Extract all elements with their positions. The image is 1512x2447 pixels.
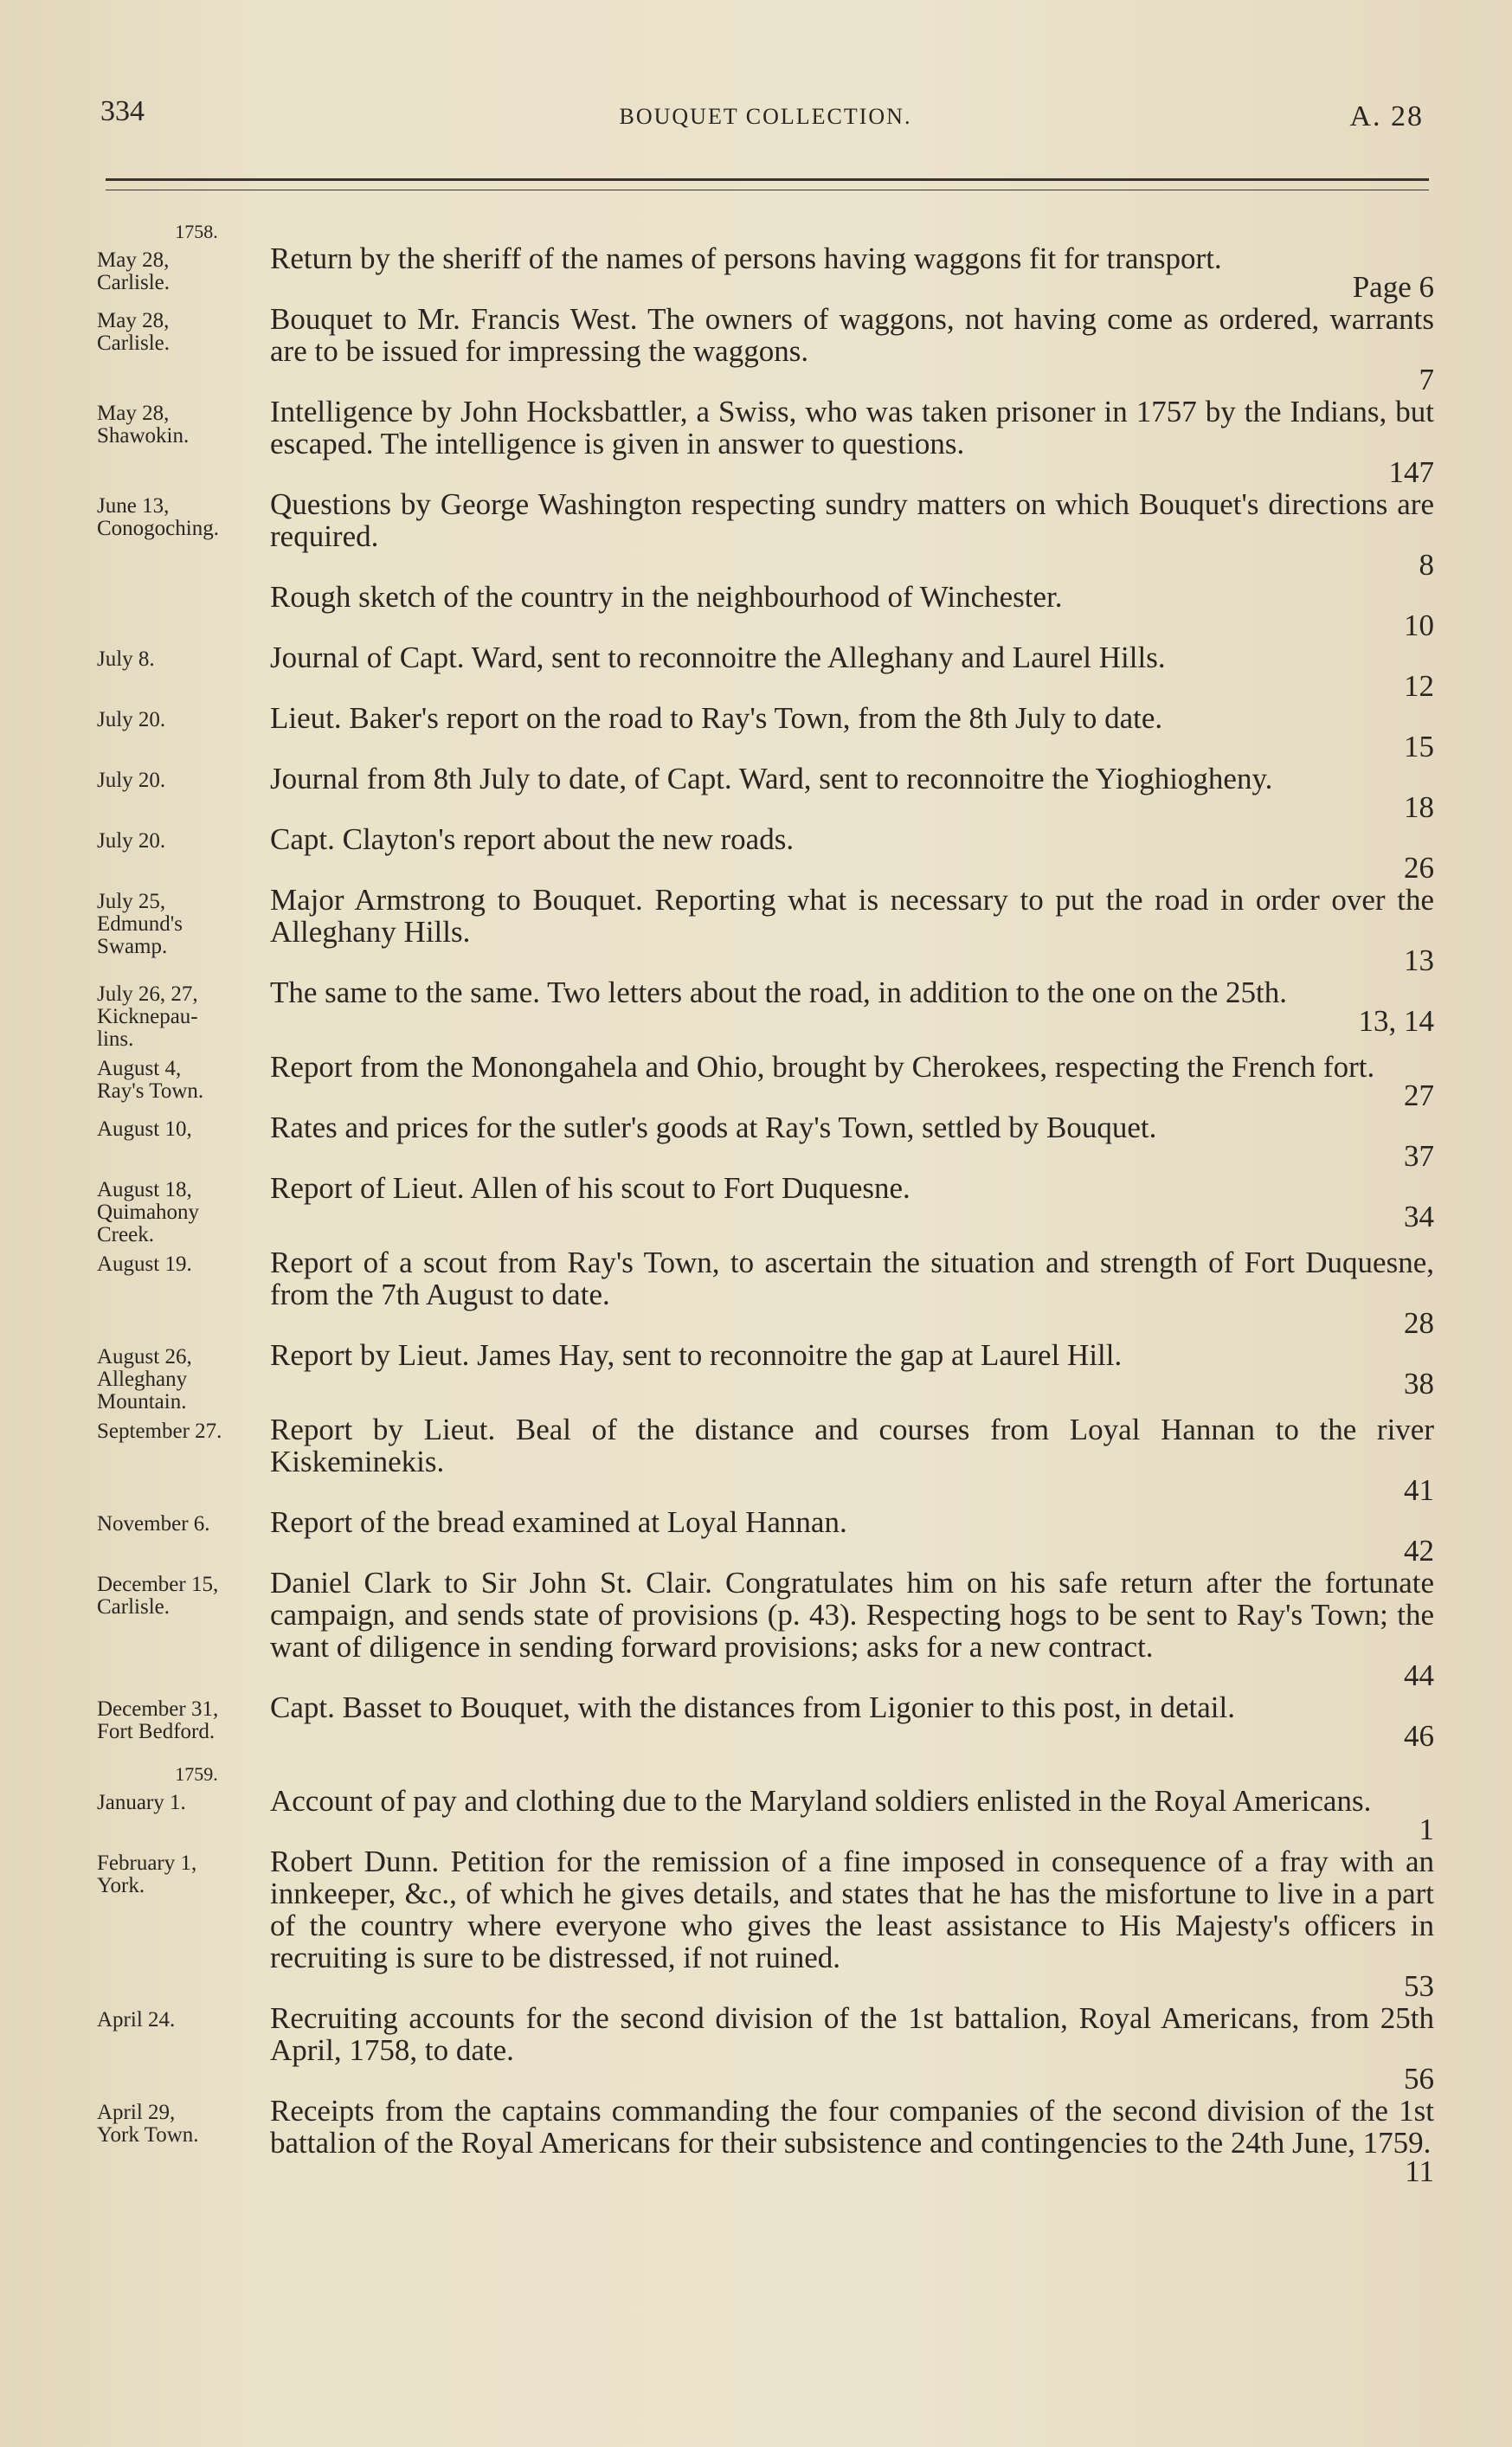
entry-body bbox=[270, 976, 1434, 1037]
calendar-entry bbox=[97, 641, 1434, 702]
calendar-entry bbox=[97, 581, 1434, 641]
calendar-entry bbox=[97, 2002, 1434, 2095]
entry-description: Intelligence by John Hocksbattler, a Swiss, who was taken prisoner in 1757 by the Indians, but escaped. The intelligence is given in answer to questions. bbox=[270, 395, 1434, 460]
entry-page-reference: 13 bbox=[1404, 943, 1434, 977]
entry-date: July 20. bbox=[97, 708, 166, 731]
entry-date: July 20. bbox=[97, 829, 166, 853]
entry-body bbox=[270, 2002, 1434, 2095]
entry-description: Robert Dunn. Petition for the remission of a fine imposed in consequence of a fray with an innkeeper, &c., of which he gives details, and states that he has the misfortune to live in a part of the country where everyone who gives the least assistance to His Majesty's officers in recruiting is sure to be distressed, if not ruined. bbox=[270, 1845, 1434, 1974]
calendar-entry bbox=[97, 488, 1434, 581]
calendar-entry bbox=[97, 823, 1434, 884]
entry-description: Questions by George Washington respecting sundry matters on which Bouquet's directions are required. bbox=[270, 487, 1434, 553]
entry-body bbox=[270, 763, 1434, 823]
entry-description: Capt. Clayton's report about the new roads. bbox=[270, 822, 795, 856]
entry-description: Report by Lieut. Beal of the distance and courses from Loyal Hannan to the river Kiskeminekis. bbox=[270, 1413, 1434, 1478]
entry-body bbox=[270, 242, 1434, 303]
entry-description: Receipts from the captains commanding the four companies of the second division of the 1st battalion of the Royal Americans for their subsistence and contingencies to the 24th June, 1759. bbox=[270, 2094, 1434, 2160]
entry-description: Report by Lieut. James Hay, sent to reconnoitre the gap at Laurel Hill. bbox=[270, 1338, 1123, 1372]
entry-description: Lieut. Baker's report on the road to Ray's Town, from the 8th July to date. bbox=[270, 701, 1163, 735]
entry-page-reference: 38 bbox=[1404, 1367, 1434, 1401]
entry-date: May 28, Carlisle. bbox=[97, 248, 171, 294]
calendar-entry bbox=[97, 1785, 1434, 1845]
header-rule bbox=[106, 178, 1429, 190]
calendar-entry bbox=[97, 1339, 1434, 1413]
entry-date: July 26, 27, Kicknepau- lins. bbox=[97, 982, 198, 1051]
entry-page-reference: 10 bbox=[1404, 609, 1434, 642]
entry-page-reference: Page 6 bbox=[1352, 270, 1434, 304]
entry-body bbox=[270, 1845, 1434, 2002]
entry-date: August 26, Alleghany Mountain. bbox=[97, 1345, 192, 1413]
entry-body bbox=[270, 303, 1434, 396]
entry-body bbox=[270, 884, 1434, 976]
entry-body bbox=[270, 823, 1434, 884]
entry-date: November 6. bbox=[97, 1512, 210, 1536]
entry-page-reference: 44 bbox=[1404, 1658, 1434, 1692]
entry-date: June 13, Conogoching. bbox=[97, 494, 219, 540]
entry-description: Major Armstrong to Bouquet. Reporting what is necessary to put the road in order over the Alleghany Hills. bbox=[270, 883, 1434, 949]
entry-description: Report from the Monongahela and Ohio, brought by Cherokees, respecting the French fort. bbox=[270, 1050, 1375, 1084]
entry-page-reference: 1 bbox=[1419, 1813, 1434, 1846]
calendar-entry bbox=[97, 1567, 1434, 1691]
entry-date: December 15, Carlisle. bbox=[97, 1573, 219, 1619]
entry-description: Report of a scout from Ray's Town, to ascertain the situation and strength of Fort Duquesne, from the 7th August to date. bbox=[270, 1246, 1434, 1311]
entry-date: July 20. bbox=[97, 769, 166, 792]
entry-page-reference: 8 bbox=[1419, 548, 1434, 582]
entry-description: Rates and prices for the sutler's goods at Ray's Town, settled by Bouquet. bbox=[270, 1111, 1157, 1144]
entry-body bbox=[270, 1691, 1434, 1752]
entries-1759 bbox=[97, 1785, 1434, 2187]
calendar-entry bbox=[97, 1413, 1434, 1506]
entry-body bbox=[270, 1111, 1434, 1172]
calendar-entry bbox=[97, 396, 1434, 488]
year-heading: 1758. bbox=[175, 221, 218, 242]
entry-page-reference: 28 bbox=[1404, 1306, 1434, 1340]
entry-page-reference: 42 bbox=[1404, 1534, 1434, 1568]
entry-date: August 10, bbox=[97, 1117, 192, 1141]
entry-date: May 28, Carlisle. bbox=[97, 309, 171, 355]
entry-description: Account of pay and clothing due to the Maryland soldiers enlisted in the Royal Americans. bbox=[270, 1784, 1372, 1818]
page-header bbox=[97, 95, 1434, 147]
entry-date: August 18, Quimahony Creek. bbox=[97, 1178, 200, 1246]
calendar-entry bbox=[97, 1691, 1434, 1752]
entry-description: Bouquet to Mr. Francis West. The owners of waggons, not having come as ordered, warrants are to be issued for impressing the waggons. bbox=[270, 302, 1434, 368]
entry-page-reference: 7 bbox=[1419, 363, 1434, 396]
entry-description: Journal from 8th July to date, of Capt. Ward, sent to reconnoitre the Yioghiogheny. bbox=[270, 762, 1273, 795]
entry-body bbox=[270, 1172, 1434, 1233]
entry-description: Recruiting accounts for the second division of the 1st battalion, Royal Americans, from 25th April, 1758, to date. bbox=[270, 2001, 1434, 2067]
entry-page-reference: 53 bbox=[1404, 1969, 1434, 2003]
entry-body bbox=[270, 1051, 1434, 1111]
running-title: BOUQUET COLLECTION. bbox=[619, 104, 912, 129]
entry-description: The same to the same. Two letters about the road, in addition to the one on the 25th. bbox=[270, 976, 1287, 1009]
entry-body bbox=[270, 1339, 1434, 1400]
entry-date: July 25, Edmund's Swamp. bbox=[97, 890, 183, 958]
entry-body bbox=[270, 581, 1434, 641]
entry-page-reference: 27 bbox=[1404, 1079, 1434, 1112]
collection-reference: A. 28 bbox=[1349, 100, 1424, 132]
entry-date: January 1. bbox=[97, 1791, 186, 1814]
entry-body bbox=[270, 488, 1434, 581]
calendar-entry bbox=[97, 1172, 1434, 1246]
calendar-entry bbox=[97, 1845, 1434, 2002]
entry-date: August 19. bbox=[97, 1252, 192, 1276]
entry-body bbox=[270, 1413, 1434, 1506]
entry-body bbox=[270, 1567, 1434, 1691]
entry-date: February 1, York. bbox=[97, 1851, 197, 1897]
entry-body bbox=[270, 1246, 1434, 1339]
entry-date: July 8. bbox=[97, 647, 155, 671]
calendar-entry bbox=[97, 303, 1434, 396]
entry-date: December 31, Fort Bedford. bbox=[97, 1697, 219, 1743]
entry-date bbox=[97, 581, 270, 588]
entry-body bbox=[270, 1506, 1434, 1567]
calendar-entry bbox=[97, 1051, 1434, 1111]
entry-description: Capt. Basset to Bouquet, with the distances from Ligonier to this post, in detail. bbox=[270, 1690, 1235, 1724]
entry-page-reference: 56 bbox=[1404, 2062, 1434, 2096]
calendar-entry bbox=[97, 1506, 1434, 1567]
calendar-entry bbox=[97, 2095, 1434, 2187]
entry-page-reference: 18 bbox=[1404, 790, 1434, 824]
entry-body bbox=[270, 702, 1434, 763]
entry-description: Return by the sheriff of the names of persons having waggons fit for transport. bbox=[270, 241, 1222, 275]
calendar-entry bbox=[97, 1111, 1434, 1172]
entry-date: August 4, Ray's Town. bbox=[97, 1057, 204, 1103]
calendar-entry bbox=[97, 1246, 1434, 1339]
calendar-entry bbox=[97, 884, 1434, 976]
entry-page-reference: 41 bbox=[1404, 1473, 1434, 1507]
entry-page-reference: 147 bbox=[1388, 455, 1434, 489]
entry-body bbox=[270, 396, 1434, 488]
entry-body bbox=[270, 641, 1434, 702]
entry-page-reference: 46 bbox=[1404, 1719, 1434, 1753]
entry-description: Daniel Clark to Sir John St. Clair. Congratulates him on his safe return after the fortunate campaign, and sends state of provisions (p. 43). Respecting hogs to be sent to Ray's Town; the want of diligence in sending forward provisions; asks for a new contract. bbox=[270, 1566, 1434, 1664]
year-heading: 1759. bbox=[175, 1763, 218, 1785]
entries-list bbox=[97, 222, 1434, 2187]
entry-page-reference: 11 bbox=[1405, 2154, 1434, 2188]
entry-date: April 29, York Town. bbox=[97, 2101, 199, 2147]
entry-page-reference: 15 bbox=[1404, 730, 1434, 763]
calendar-entry bbox=[97, 702, 1434, 763]
entry-body bbox=[270, 2095, 1434, 2187]
entry-page-reference: 13, 14 bbox=[1358, 1004, 1434, 1038]
entry-page-reference: 26 bbox=[1404, 851, 1434, 885]
entry-description: Rough sketch of the country in the neighbourhood of Winchester. bbox=[270, 580, 1063, 614]
entry-date: September 27. bbox=[97, 1420, 222, 1443]
page-number: 334 bbox=[100, 95, 145, 127]
entry-date: April 24. bbox=[97, 2008, 176, 2032]
entry-description: Journal of Capt. Ward, sent to reconnoitre the Alleghany and Laurel Hills. bbox=[270, 641, 1166, 674]
entries-1758 bbox=[97, 242, 1434, 1752]
entry-description: Report of the bread examined at Loyal Hannan. bbox=[270, 1505, 847, 1539]
entry-description: Report of Lieut. Allen of his scout to Fort Duquesne. bbox=[270, 1171, 910, 1205]
calendar-entry bbox=[97, 976, 1434, 1051]
entry-page-reference: 34 bbox=[1404, 1200, 1434, 1233]
calendar-entry bbox=[97, 242, 1434, 303]
calendar-entry bbox=[97, 763, 1434, 823]
entry-body bbox=[270, 1785, 1434, 1845]
entry-page-reference: 37 bbox=[1404, 1139, 1434, 1173]
entry-page-reference: 12 bbox=[1404, 669, 1434, 703]
entry-date: May 28, Shawokin. bbox=[97, 402, 190, 448]
